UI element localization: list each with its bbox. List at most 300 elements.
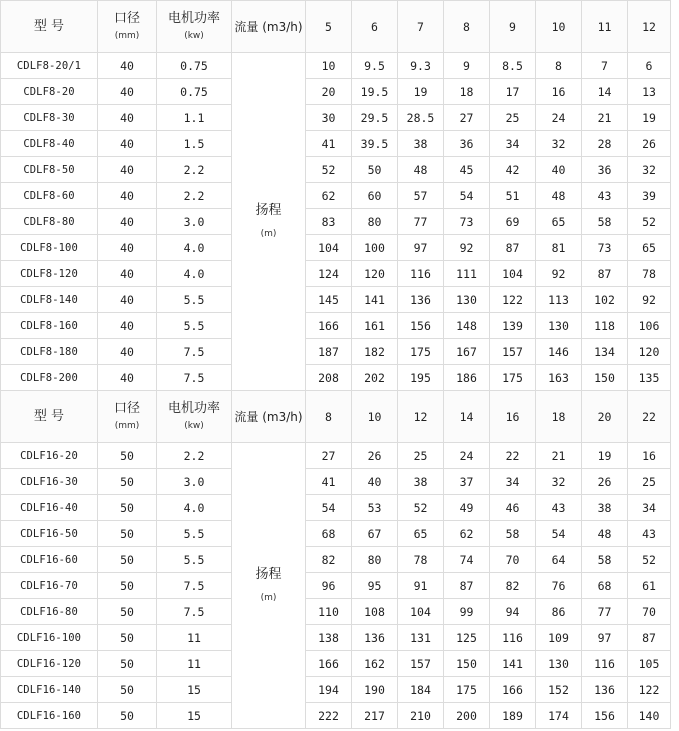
head-value-cell: 14 (582, 79, 628, 105)
power-cell: 0.75 (157, 79, 232, 105)
head-value-cell: 77 (582, 599, 628, 625)
power-header-label: 电机功率 (167, 400, 220, 416)
head-value-cell: 97 (398, 235, 444, 261)
head-value-cell: 175 (490, 365, 536, 391)
head-value-cell: 18 (444, 79, 490, 105)
head-value-cell: 60 (352, 183, 398, 209)
model-cell: CDLF8-80 (1, 209, 98, 235)
head-value-cell: 186 (444, 365, 490, 391)
diameter-cell: 40 (98, 339, 157, 365)
table-row (1, 495, 671, 521)
head-value-cell: 116 (582, 651, 628, 677)
diameter-cell: 50 (98, 703, 157, 729)
power-cell: 7.5 (157, 365, 232, 391)
head-value-cell: 138 (306, 625, 352, 651)
head-value-cell: 86 (536, 599, 582, 625)
power-cell: 4.0 (157, 495, 232, 521)
head-unit: (m) (260, 592, 277, 603)
diameter-cell: 50 (98, 677, 157, 703)
head-value-cell: 21 (536, 443, 582, 469)
head-value-cell: 118 (582, 313, 628, 339)
head-value-cell: 74 (444, 547, 490, 573)
head-value-cell: 54 (306, 495, 352, 521)
model-cell: CDLF16-100 (1, 625, 98, 651)
head-value-cell: 222 (306, 703, 352, 729)
model-cell: CDLF16-140 (1, 677, 98, 703)
head-value-cell: 139 (490, 313, 536, 339)
head-value-cell: 82 (490, 573, 536, 599)
head-value-cell: 48 (582, 521, 628, 547)
model-cell: CDLF16-120 (1, 651, 98, 677)
head-value-cell: 130 (536, 651, 582, 677)
diameter-cell: 50 (98, 625, 157, 651)
head-value-cell: 78 (628, 261, 671, 287)
head-value-cell: 182 (352, 339, 398, 365)
head-value-cell: 21 (582, 105, 628, 131)
head-value-cell: 69 (490, 209, 536, 235)
flow-value-header: 20 (582, 391, 628, 443)
head-value-cell: 92 (536, 261, 582, 287)
diameter-column-header (98, 391, 157, 443)
head-value-cell: 91 (398, 573, 444, 599)
power-cell: 11 (157, 625, 232, 651)
head-value-cell: 195 (398, 365, 444, 391)
head-value-cell: 80 (352, 547, 398, 573)
head-value-cell: 152 (536, 677, 582, 703)
head-value-cell: 113 (536, 287, 582, 313)
model-column-header (1, 1, 98, 53)
head-value-cell: 26 (628, 131, 671, 157)
head-value-cell: 48 (536, 183, 582, 209)
head-value-cell: 210 (398, 703, 444, 729)
diameter-cell: 50 (98, 599, 157, 625)
table-row (1, 105, 671, 131)
head-value-cell: 29.5 (352, 105, 398, 131)
head-value-cell: 70 (628, 599, 671, 625)
head-value-cell: 202 (352, 365, 398, 391)
head-value-cell: 52 (398, 495, 444, 521)
head-value-cell: 26 (582, 469, 628, 495)
diameter-column-header (98, 1, 157, 53)
head-value-cell: 39 (628, 183, 671, 209)
diameter-cell: 40 (98, 53, 157, 79)
head-value-cell: 24 (444, 443, 490, 469)
head-value-cell: 19.5 (352, 79, 398, 105)
head-value-cell: 99 (444, 599, 490, 625)
head-value-cell: 38 (398, 469, 444, 495)
head-value-cell: 19 (628, 105, 671, 131)
head-value-cell: 104 (306, 235, 352, 261)
head-value-cell: 130 (444, 287, 490, 313)
model-cell: CDLF8-20 (1, 79, 98, 105)
head-value-cell: 64 (536, 547, 582, 573)
flow-header-label: 流量 (m3/h) (234, 20, 303, 34)
head-value-cell: 102 (582, 287, 628, 313)
diameter-cell: 40 (98, 209, 157, 235)
diameter-cell: 40 (98, 365, 157, 391)
diameter-cell: 50 (98, 495, 157, 521)
head-value-cell: 120 (628, 339, 671, 365)
head-value-cell: 67 (352, 521, 398, 547)
head-value-cell: 17 (490, 79, 536, 105)
head-value-cell: 25 (490, 105, 536, 131)
flow-value-header: 10 (536, 1, 582, 53)
head-value-cell: 40 (352, 469, 398, 495)
head-value-cell: 134 (582, 339, 628, 365)
table-row (1, 53, 671, 79)
head-value-cell: 116 (490, 625, 536, 651)
power-cell: 5.5 (157, 287, 232, 313)
head-value-cell: 167 (444, 339, 490, 365)
head-value-cell: 187 (306, 339, 352, 365)
model-cell: CDLF8-40 (1, 131, 98, 157)
head-value-cell: 109 (536, 625, 582, 651)
diameter-cell: 50 (98, 573, 157, 599)
head-value-cell: 9.3 (398, 53, 444, 79)
head-value-cell: 135 (628, 365, 671, 391)
table-row (1, 625, 671, 651)
head-value-cell: 58 (582, 547, 628, 573)
head-value-cell: 145 (306, 287, 352, 313)
head-label-cell (232, 53, 306, 391)
model-cell: CDLF16-30 (1, 469, 98, 495)
power-cell: 5.5 (157, 547, 232, 573)
table-row (1, 651, 671, 677)
head-value-cell: 131 (398, 625, 444, 651)
table-row (1, 79, 671, 105)
head-value-cell: 157 (490, 339, 536, 365)
head-value-cell: 97 (582, 625, 628, 651)
head-value-cell: 22 (490, 443, 536, 469)
diameter-cell: 40 (98, 183, 157, 209)
flow-value-header: 11 (582, 1, 628, 53)
head-value-cell: 51 (490, 183, 536, 209)
table-body (1, 1, 671, 729)
head-value-cell: 157 (398, 651, 444, 677)
head-value-cell: 7 (582, 53, 628, 79)
head-value-cell: 28.5 (398, 105, 444, 131)
head-value-cell: 104 (490, 261, 536, 287)
head-value-cell: 68 (306, 521, 352, 547)
diameter-header-unit: (mm) (114, 420, 140, 431)
header-row (1, 391, 671, 443)
head-value-cell: 82 (306, 547, 352, 573)
head-value-cell: 52 (306, 157, 352, 183)
head-value-cell: 50 (352, 157, 398, 183)
model-cell: CDLF16-160 (1, 703, 98, 729)
head-value-cell: 25 (628, 469, 671, 495)
table-row (1, 573, 671, 599)
table-row (1, 365, 671, 391)
head-value-cell: 13 (628, 79, 671, 105)
power-cell: 5.5 (157, 521, 232, 547)
table-row (1, 521, 671, 547)
head-value-cell: 68 (582, 573, 628, 599)
table-row (1, 235, 671, 261)
head-value-cell: 163 (536, 365, 582, 391)
flow-value-header: 6 (352, 1, 398, 53)
head-value-cell: 148 (444, 313, 490, 339)
power-cell: 4.0 (157, 261, 232, 287)
power-column-header (157, 1, 232, 53)
head-value-cell: 39.5 (352, 131, 398, 157)
table-row (1, 261, 671, 287)
head-value-cell: 32 (536, 131, 582, 157)
diameter-cell: 50 (98, 651, 157, 677)
head-value-cell: 6 (628, 53, 671, 79)
head-value-cell: 76 (536, 573, 582, 599)
table-row (1, 287, 671, 313)
flow-value-header: 10 (352, 391, 398, 443)
diameter-cell: 50 (98, 469, 157, 495)
head-value-cell: 166 (306, 313, 352, 339)
head-value-cell: 38 (398, 131, 444, 157)
head-value-cell: 189 (490, 703, 536, 729)
diameter-cell: 40 (98, 131, 157, 157)
head-value-cell: 106 (628, 313, 671, 339)
head-value-cell: 77 (398, 209, 444, 235)
model-cell: CDLF8-140 (1, 287, 98, 313)
head-value-cell: 200 (444, 703, 490, 729)
power-cell: 1.5 (157, 131, 232, 157)
head-value-cell: 27 (306, 443, 352, 469)
head-value-cell: 41 (306, 131, 352, 157)
head-value-cell: 30 (306, 105, 352, 131)
power-cell: 11 (157, 651, 232, 677)
head-value-cell: 58 (582, 209, 628, 235)
head-value-cell: 19 (398, 79, 444, 105)
head-value-cell: 52 (628, 209, 671, 235)
head-value-cell: 166 (490, 677, 536, 703)
flow-column-header (232, 391, 306, 443)
head-label: 扬程 (255, 566, 282, 582)
head-value-cell: 53 (352, 495, 398, 521)
model-cell: CDLF8-200 (1, 365, 98, 391)
head-value-cell: 122 (628, 677, 671, 703)
table-row (1, 547, 671, 573)
head-value-cell: 136 (398, 287, 444, 313)
head-value-cell: 40 (536, 157, 582, 183)
head-value-cell: 65 (398, 521, 444, 547)
head-value-cell: 156 (582, 703, 628, 729)
head-value-cell: 156 (398, 313, 444, 339)
head-value-cell: 140 (628, 703, 671, 729)
model-cell: CDLF8-120 (1, 261, 98, 287)
head-value-cell: 45 (444, 157, 490, 183)
power-cell: 7.5 (157, 573, 232, 599)
power-cell: 3.0 (157, 209, 232, 235)
head-value-cell: 105 (628, 651, 671, 677)
head-value-cell: 9 (444, 53, 490, 79)
head-value-cell: 73 (444, 209, 490, 235)
head-value-cell: 62 (306, 183, 352, 209)
power-cell: 1.1 (157, 105, 232, 131)
head-label-cell (232, 443, 306, 729)
table-row (1, 703, 671, 729)
flow-value-header: 22 (628, 391, 671, 443)
head-value-cell: 24 (536, 105, 582, 131)
head-value-cell: 87 (490, 235, 536, 261)
head-value-cell: 8 (536, 53, 582, 79)
head-value-cell: 136 (582, 677, 628, 703)
head-value-cell: 34 (490, 469, 536, 495)
head-value-cell: 41 (306, 469, 352, 495)
head-value-cell: 92 (444, 235, 490, 261)
power-cell: 2.2 (157, 443, 232, 469)
table-row (1, 183, 671, 209)
head-value-cell: 49 (444, 495, 490, 521)
table-row (1, 339, 671, 365)
head-value-cell: 28 (582, 131, 628, 157)
head-value-cell: 65 (628, 235, 671, 261)
head-value-cell: 175 (398, 339, 444, 365)
head-label: 扬程 (255, 202, 282, 218)
flow-value-header: 14 (444, 391, 490, 443)
power-cell: 2.2 (157, 157, 232, 183)
head-value-cell: 36 (444, 131, 490, 157)
head-value-cell: 104 (398, 599, 444, 625)
table-row (1, 157, 671, 183)
head-value-cell: 16 (628, 443, 671, 469)
power-cell: 0.75 (157, 53, 232, 79)
head-value-cell: 52 (628, 547, 671, 573)
head-value-cell: 36 (582, 157, 628, 183)
diameter-cell: 40 (98, 105, 157, 131)
head-value-cell: 136 (352, 625, 398, 651)
table-row (1, 677, 671, 703)
head-value-cell: 20 (306, 79, 352, 105)
head-value-cell: 162 (352, 651, 398, 677)
table-row (1, 209, 671, 235)
head-value-cell: 184 (398, 677, 444, 703)
head-value-cell: 70 (490, 547, 536, 573)
head-value-cell: 37 (444, 469, 490, 495)
header-row (1, 1, 671, 53)
power-cell: 5.5 (157, 313, 232, 339)
head-value-cell: 38 (582, 495, 628, 521)
head-value-cell: 54 (444, 183, 490, 209)
head-unit: (m) (260, 228, 277, 239)
head-value-cell: 130 (536, 313, 582, 339)
head-value-cell: 161 (352, 313, 398, 339)
model-cell: CDLF16-50 (1, 521, 98, 547)
head-value-cell: 146 (536, 339, 582, 365)
head-value-cell: 108 (352, 599, 398, 625)
head-value-cell: 43 (628, 521, 671, 547)
flow-value-header: 7 (398, 1, 444, 53)
head-value-cell: 190 (352, 677, 398, 703)
power-cell: 3.0 (157, 469, 232, 495)
diameter-cell: 40 (98, 79, 157, 105)
flow-column-header (232, 1, 306, 53)
head-value-cell: 174 (536, 703, 582, 729)
head-value-cell: 43 (582, 183, 628, 209)
head-value-cell: 78 (398, 547, 444, 573)
head-value-cell: 16 (536, 79, 582, 105)
model-cell: CDLF16-60 (1, 547, 98, 573)
head-value-cell: 175 (444, 677, 490, 703)
head-value-cell: 122 (490, 287, 536, 313)
model-cell: CDLF8-160 (1, 313, 98, 339)
head-value-cell: 61 (628, 573, 671, 599)
head-value-cell: 54 (536, 521, 582, 547)
head-value-cell: 100 (352, 235, 398, 261)
head-value-cell: 111 (444, 261, 490, 287)
head-value-cell: 166 (306, 651, 352, 677)
model-cell: CDLF8-20/1 (1, 53, 98, 79)
head-value-cell: 48 (398, 157, 444, 183)
diameter-cell: 50 (98, 443, 157, 469)
model-cell: CDLF16-70 (1, 573, 98, 599)
head-value-cell: 92 (628, 287, 671, 313)
diameter-cell: 40 (98, 313, 157, 339)
head-value-cell: 10 (306, 53, 352, 79)
head-value-cell: 9.5 (352, 53, 398, 79)
model-cell: CDLF8-50 (1, 157, 98, 183)
head-value-cell: 110 (306, 599, 352, 625)
head-value-cell: 150 (444, 651, 490, 677)
model-cell: CDLF16-80 (1, 599, 98, 625)
head-value-cell: 194 (306, 677, 352, 703)
power-cell: 2.2 (157, 183, 232, 209)
model-cell: CDLF8-100 (1, 235, 98, 261)
head-value-cell: 19 (582, 443, 628, 469)
head-value-cell: 87 (444, 573, 490, 599)
head-value-cell: 96 (306, 573, 352, 599)
model-header-label: 型 号 (33, 408, 65, 424)
head-value-cell: 120 (352, 261, 398, 287)
model-cell: CDLF16-40 (1, 495, 98, 521)
head-value-cell: 150 (582, 365, 628, 391)
diameter-cell: 40 (98, 235, 157, 261)
flow-value-header: 8 (444, 1, 490, 53)
flow-value-header: 18 (536, 391, 582, 443)
power-header-label: 电机功率 (167, 10, 220, 26)
model-cell: CDLF8-60 (1, 183, 98, 209)
power-cell: 7.5 (157, 339, 232, 365)
diameter-cell: 50 (98, 521, 157, 547)
head-value-cell: 27 (444, 105, 490, 131)
head-value-cell: 81 (536, 235, 582, 261)
head-value-cell: 95 (352, 573, 398, 599)
head-value-cell: 124 (306, 261, 352, 287)
head-value-cell: 32 (628, 157, 671, 183)
table-row (1, 469, 671, 495)
head-value-cell: 73 (582, 235, 628, 261)
power-cell: 7.5 (157, 599, 232, 625)
head-value-cell: 8.5 (490, 53, 536, 79)
head-value-cell: 62 (444, 521, 490, 547)
model-cell: CDLF16-20 (1, 443, 98, 469)
flow-header-label: 流量 (m3/h) (234, 410, 303, 424)
flow-value-header: 16 (490, 391, 536, 443)
head-value-cell: 43 (536, 495, 582, 521)
head-value-cell: 116 (398, 261, 444, 287)
head-value-cell: 208 (306, 365, 352, 391)
flow-value-header: 12 (628, 1, 671, 53)
head-value-cell: 87 (628, 625, 671, 651)
head-value-cell: 65 (536, 209, 582, 235)
diameter-cell: 40 (98, 287, 157, 313)
model-header-label: 型 号 (33, 18, 65, 34)
model-cell: CDLF8-30 (1, 105, 98, 131)
power-header-unit: (kw) (184, 30, 204, 41)
power-column-header (157, 391, 232, 443)
head-value-cell: 46 (490, 495, 536, 521)
diameter-header-unit: (mm) (114, 30, 140, 41)
head-value-cell: 80 (352, 209, 398, 235)
head-value-cell: 87 (582, 261, 628, 287)
